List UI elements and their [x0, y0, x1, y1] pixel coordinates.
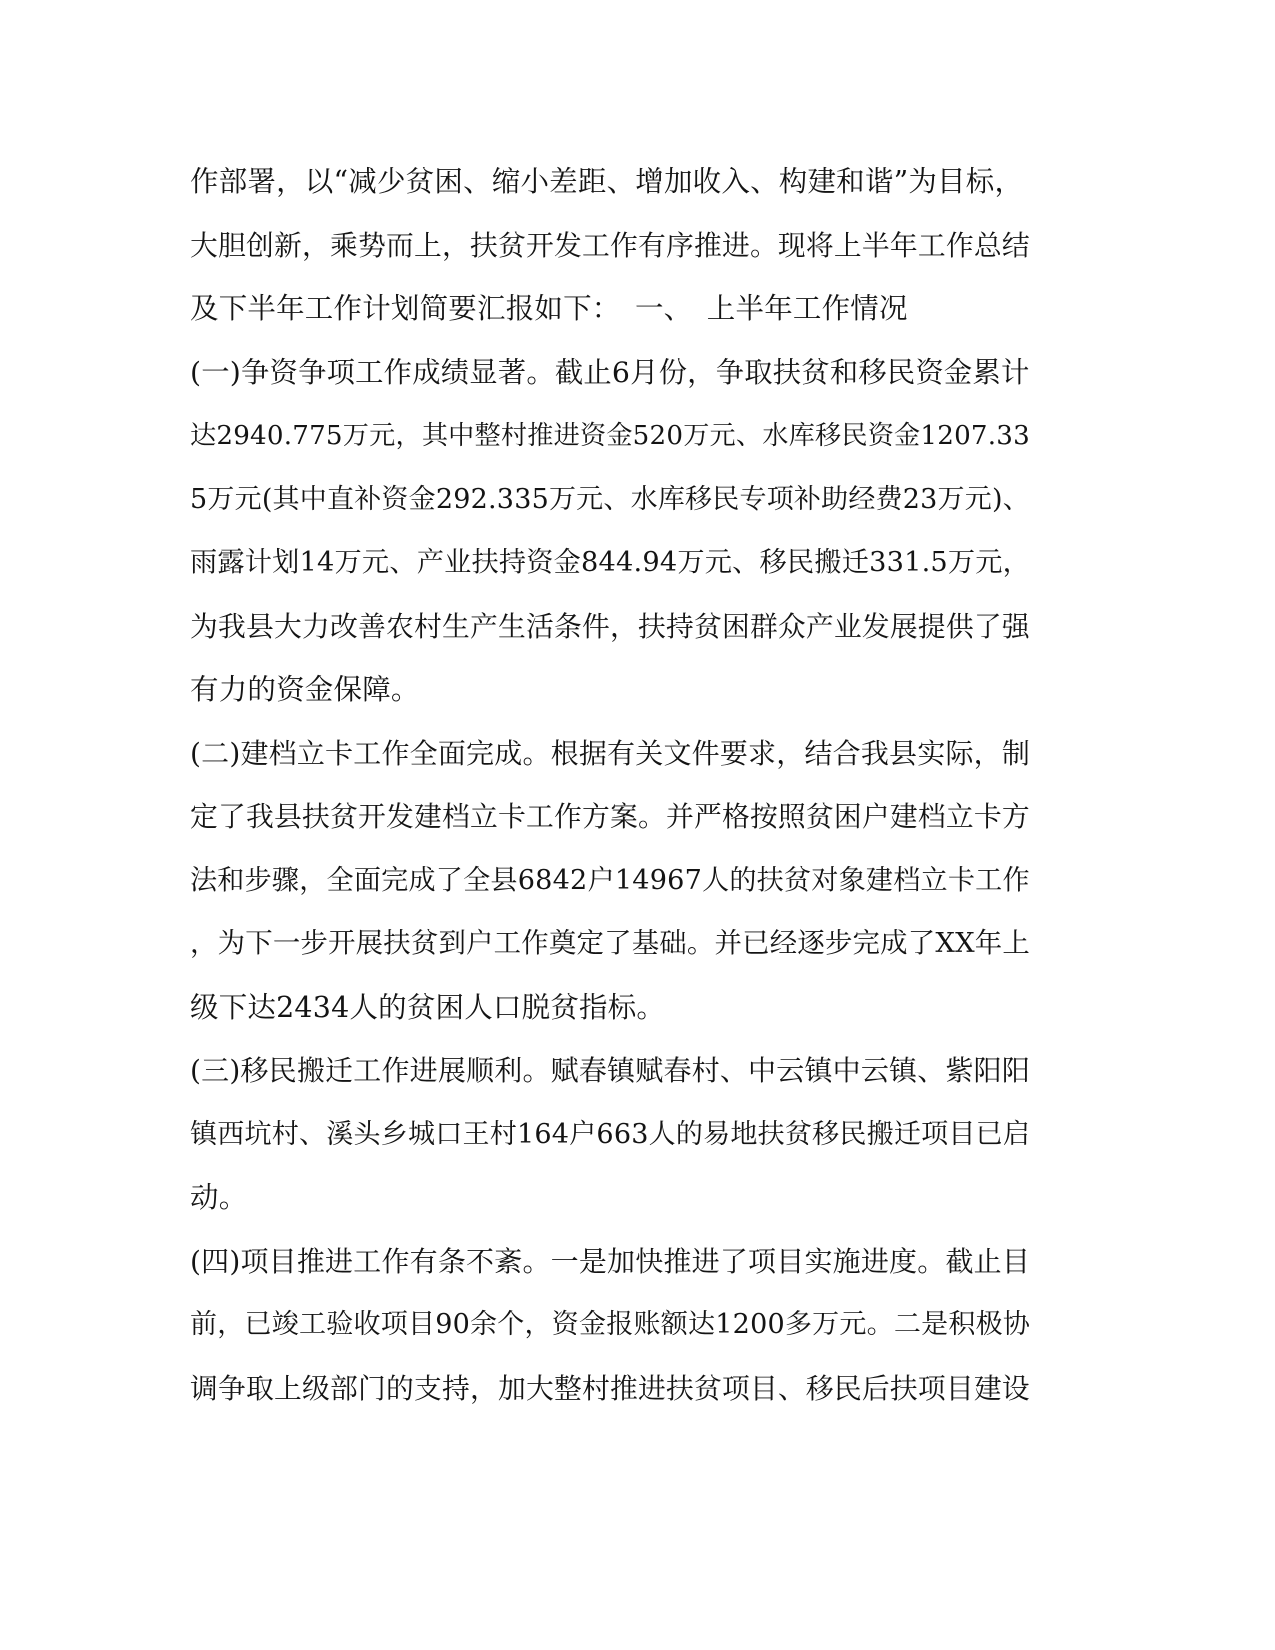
text-line: 调争取上级部门的支持，加大整村推进扶贫项目、移民后扶项目建设	[190, 1371, 1030, 1405]
text-line: (四)项目推进工作有条不紊。一是加快推进了项目实施进度。截止目	[190, 1244, 1031, 1278]
text-line: (一)争资争项工作成绩显著。截止6月份，争取扶贫和移民资金累计	[190, 355, 1030, 389]
text-line: (二)建档立卡工作全面完成。根据有关文件要求，结合我县实际，制	[190, 736, 1031, 770]
text-line: 前，已竣工验收项目90余个，资金报账额达1200多万元。二是积极协	[190, 1309, 1031, 1340]
text-line: ，为下一步开展扶贫到户工作奠定了基础。并已经逐步完成了XX年上	[190, 928, 1031, 959]
body-text	[190, 162, 1030, 1432]
text-line: (三)移民搬迁工作进展顺利。赋春镇赋春村、中云镇中云镇、紫阳阳	[190, 1054, 1031, 1087]
text-line: 法和步骤，全面完成了全县6842户14967人的扶贫对象建档立卡工作	[190, 864, 1030, 896]
text-line: 作部署，以“减少贫困、缩小差距、增加收入、构建和谐”为目标，	[190, 165, 1024, 198]
text-line: 雨露计划14万元、产业扶持资金844.94万元、移民搬迁331.5万元，	[190, 547, 1031, 578]
text-line: 定了我县扶贫开发建档立卡工作方案。并严格按照贫困户建档立卡方	[190, 800, 1030, 833]
text-line: 及下半年工作计划简要汇报如下： 一、 上半年工作情况	[190, 292, 908, 325]
text-line: 5万元(其中直补资金292.335万元、水库移民专项补助经费23万元)、	[190, 483, 1030, 515]
text-line: 大胆创新，乘势而上，扶贫开发工作有序推进。现将上半年工作总结	[190, 228, 1030, 262]
text-line: 级下达2434人的贫困人口脱贫指标。	[190, 990, 666, 1024]
text-line: 为我县大力改善农村生产生活条件，扶持贫困群众产业发展提供了强	[190, 609, 1030, 643]
text-line: 动。	[190, 1181, 248, 1214]
text-line: 镇西坑村、溪头乡城口王村164户663人的易地扶贫移民搬迁项目已启	[190, 1118, 1031, 1150]
text-line: 有力的资金保障。	[190, 673, 420, 706]
text-line: 达2940.775万元，其中整村推进资金520万元、水库移民资金1207.33	[190, 421, 1030, 451]
